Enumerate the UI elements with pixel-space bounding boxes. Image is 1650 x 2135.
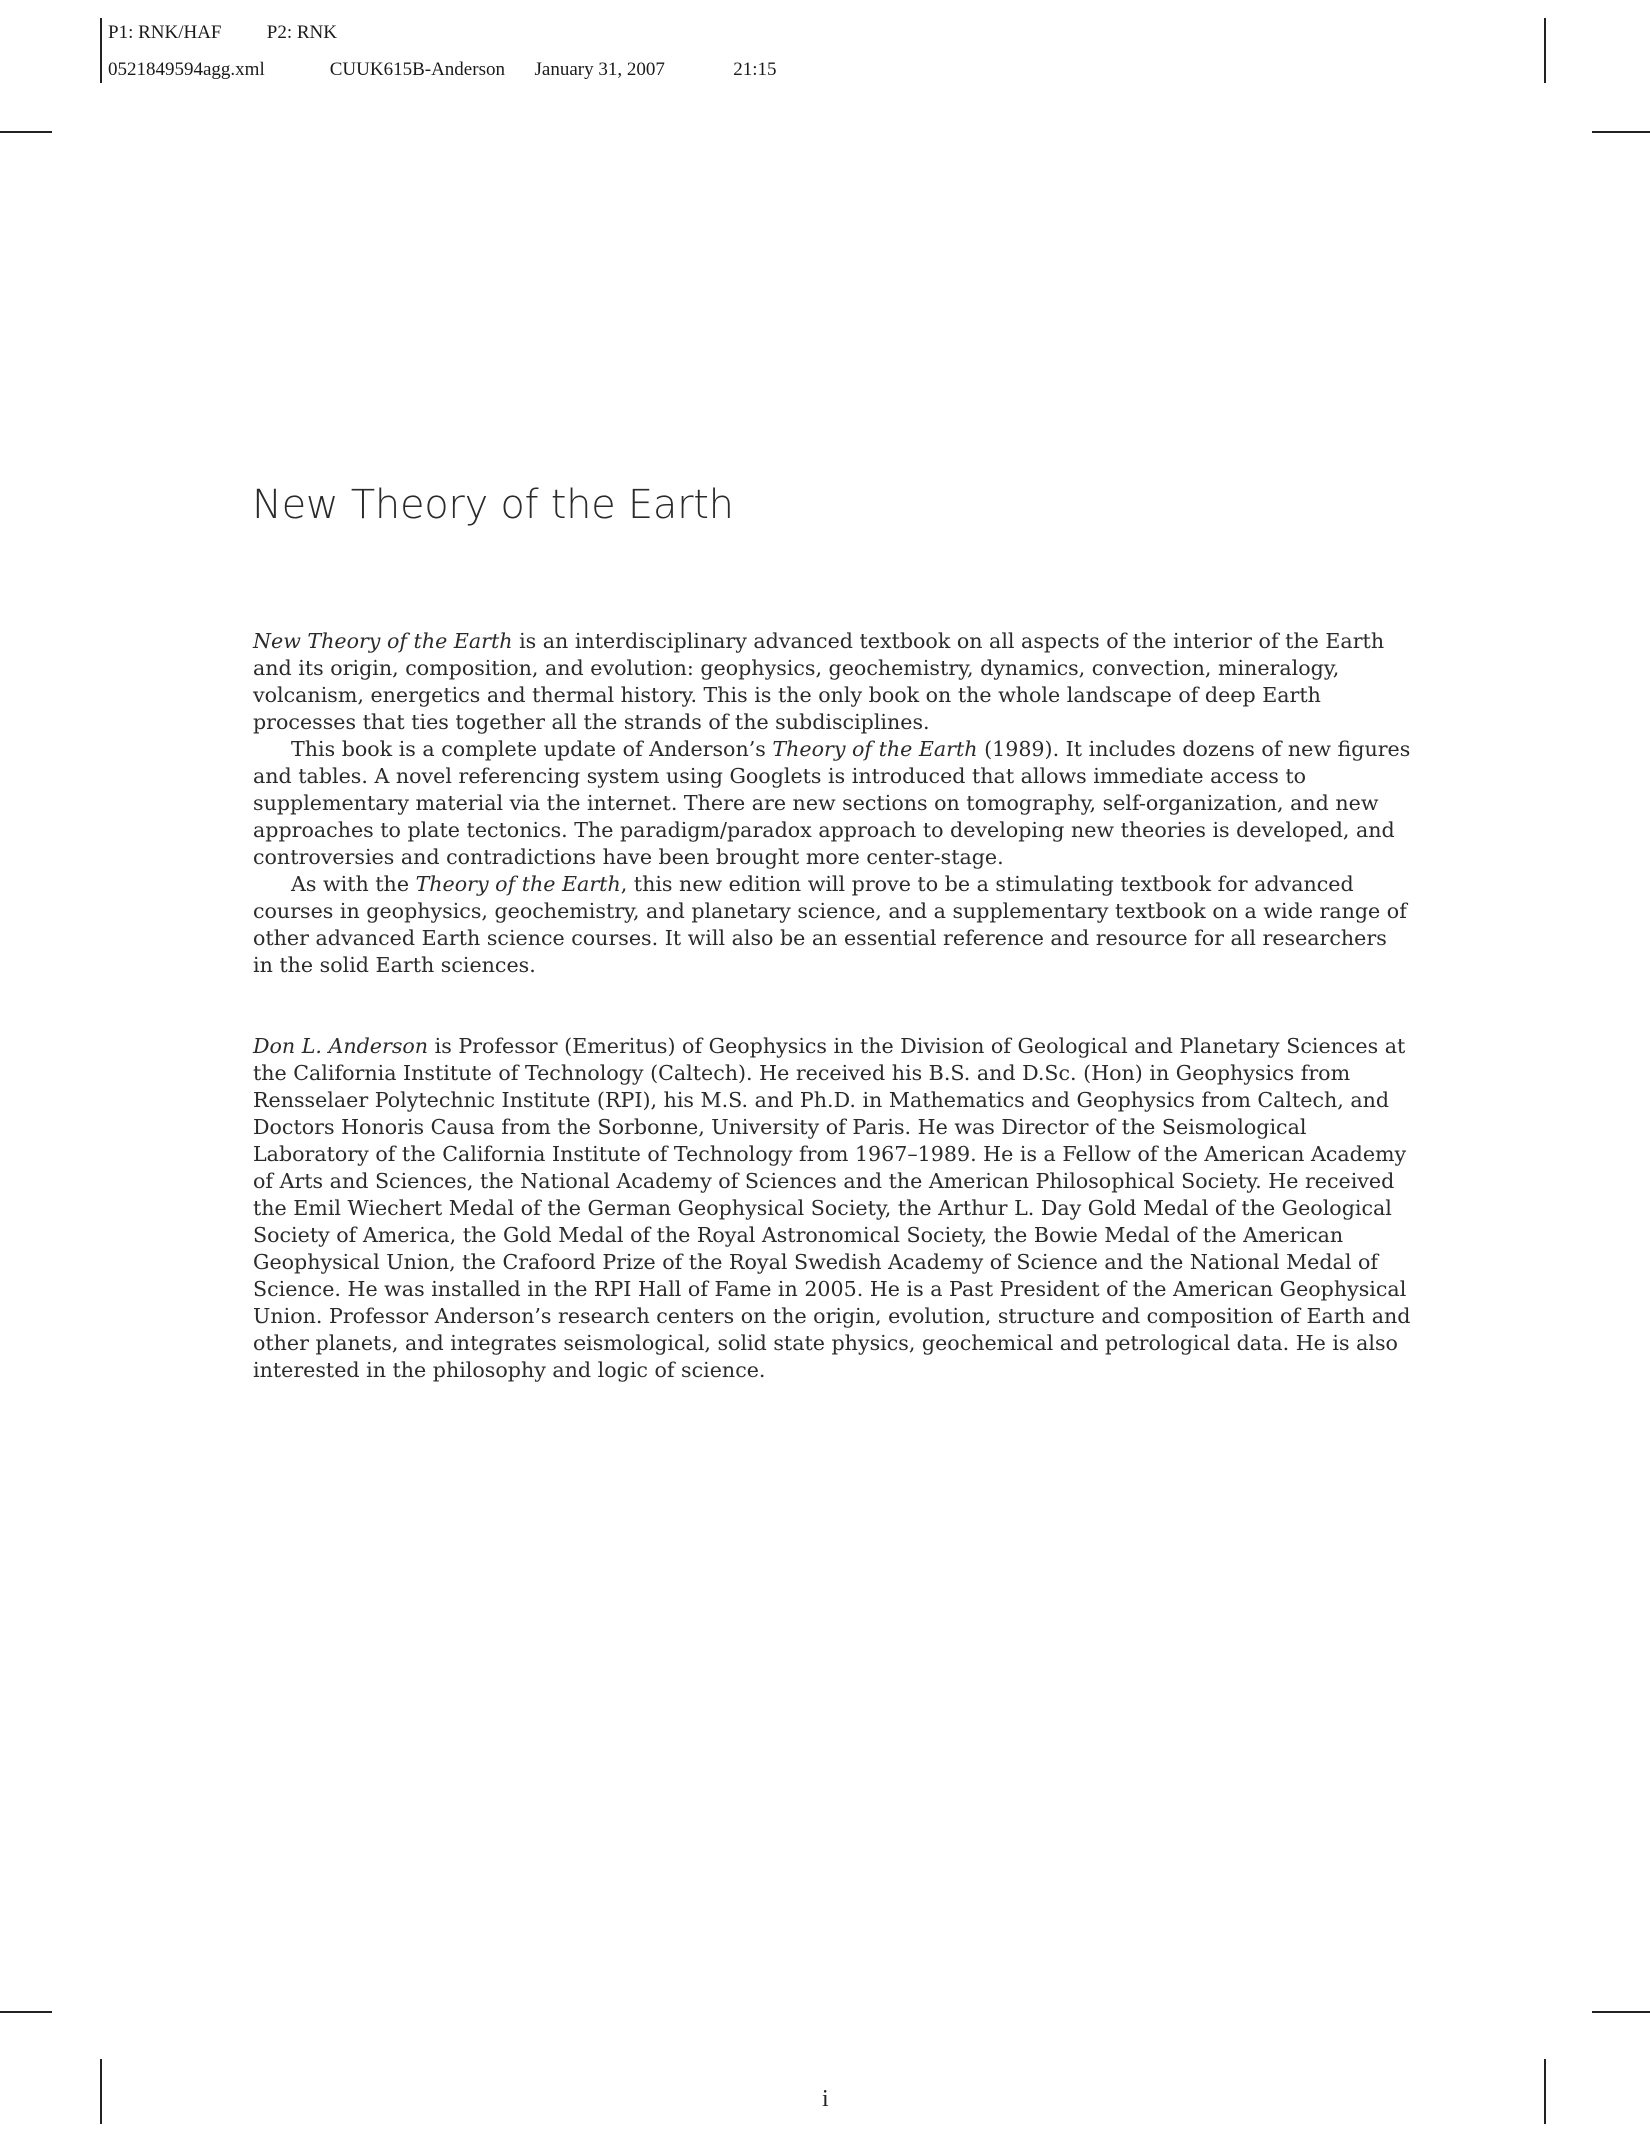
slug-date: January 31, 2007 bbox=[534, 59, 665, 80]
crop-mark-bottom-left-horizontal bbox=[0, 2011, 52, 2013]
crop-mark-top-left-horizontal bbox=[0, 131, 52, 133]
proof-p2: P2: RNK bbox=[266, 22, 337, 43]
crop-mark-top-right-vertical bbox=[1544, 18, 1546, 83]
slug-job-id: CUUK615B-Anderson bbox=[329, 59, 505, 80]
description-paragraph-2: This book is a complete update of Anderson’s Theory of the Earth (1989). It includes dozens of new figures and tables. A novel referencing system using Googlets is introduced that allows immediate access to supplementary material via the internet. There are new sections on tomography, self-organization, and new approaches to plate tectonics. The paradigm/paradox approach to developing new theories is developed, and controversies and contradictions have been brought more center-stage. bbox=[253, 737, 1411, 869]
crop-mark-top-right-horizontal bbox=[1592, 131, 1650, 133]
print-slug-file-line bbox=[108, 59, 777, 81]
author-bio bbox=[253, 1033, 1413, 1384]
page-number: i bbox=[822, 2086, 829, 2112]
earlier-book-title-italic: Theory of the Earth bbox=[415, 872, 621, 896]
book-title: New Theory of the Earth bbox=[252, 482, 734, 528]
crop-mark-bottom-left-vertical bbox=[100, 2059, 102, 2124]
slug-time: 21:15 bbox=[733, 59, 777, 80]
book-description bbox=[253, 628, 1413, 979]
book-title-italic: New Theory of the Earth bbox=[253, 629, 513, 653]
print-slug-proof-line bbox=[108, 22, 337, 44]
proof-p1: P1: RNK/HAF bbox=[108, 22, 222, 43]
description-paragraph-1: New Theory of the Earth is an interdisciplinary advanced textbook on all aspects of the interior of the Earth and its origin, composition, and evolution: geophysics, geochemistry, dynamics, convection, mineralogy, volcanism, energetics and thermal history. This is the only book on the whole landscape of deep Earth processes that ties together all the strands of the subdisciplines. bbox=[253, 629, 1385, 734]
crop-mark-bottom-right-horizontal bbox=[1592, 2011, 1650, 2013]
crop-mark-top-left-vertical bbox=[100, 18, 102, 83]
slug-filename: 0521849594agg.xml bbox=[108, 59, 265, 80]
description-paragraph-3: As with the Theory of the Earth, this new edition will prove to be a stimulating textbook for advanced courses in geophysics, geochemistry, and planetary science, and a supplementary textbook on a wide range of other advanced Earth science courses. It will also be an essential reference and resource for all researchers in the solid Earth sciences. bbox=[253, 872, 1407, 977]
crop-mark-bottom-right-vertical bbox=[1544, 2059, 1546, 2124]
earlier-book-title-italic: Theory of the Earth bbox=[772, 737, 978, 761]
author-name-italic: Don L. Anderson bbox=[253, 1034, 429, 1058]
author-bio-paragraph: Don L. Anderson is Professor (Emeritus) of Geophysics in the Division of Geological and Planetary Sciences at the California Institute of Technology (Caltech). He received his B.S. and D.Sc. (Hon) in Geophysics from Rensselaer Polytechnic Institute (RPI), his M.S. and Ph.D. in Mathematics and Geophysics from Caltech, and Doctors Honoris Causa from the Sorbonne, University of Paris. He was Director of the Seismological Laboratory of the California Institute of Technology from 1967–1989. He is a Fellow of the American Academy of Arts and Sciences, the National Academy of Sciences and the American Philosophical Society. He received the Emil Wiechert Medal of the German Geophysical Society, the Arthur L. Day Gold Medal of the Geological Society of America, the Gold Medal of the Royal Astronomical Society, the Bowie Medal of the American Geophysical Union, the Crafoord Prize of the Royal Swedish Academy of Science and the National Medal of Science. He was installed in the RPI Hall of Fame in 2005. He is a Past President of the American Geophysical Union. Professor Anderson’s research centers on the origin, evolution, structure and composition of Earth and other planets, and integrates seismological, solid state physics, geochemical and petrological data. He is also interested in the philosophy and logic of science. bbox=[253, 1034, 1411, 1382]
